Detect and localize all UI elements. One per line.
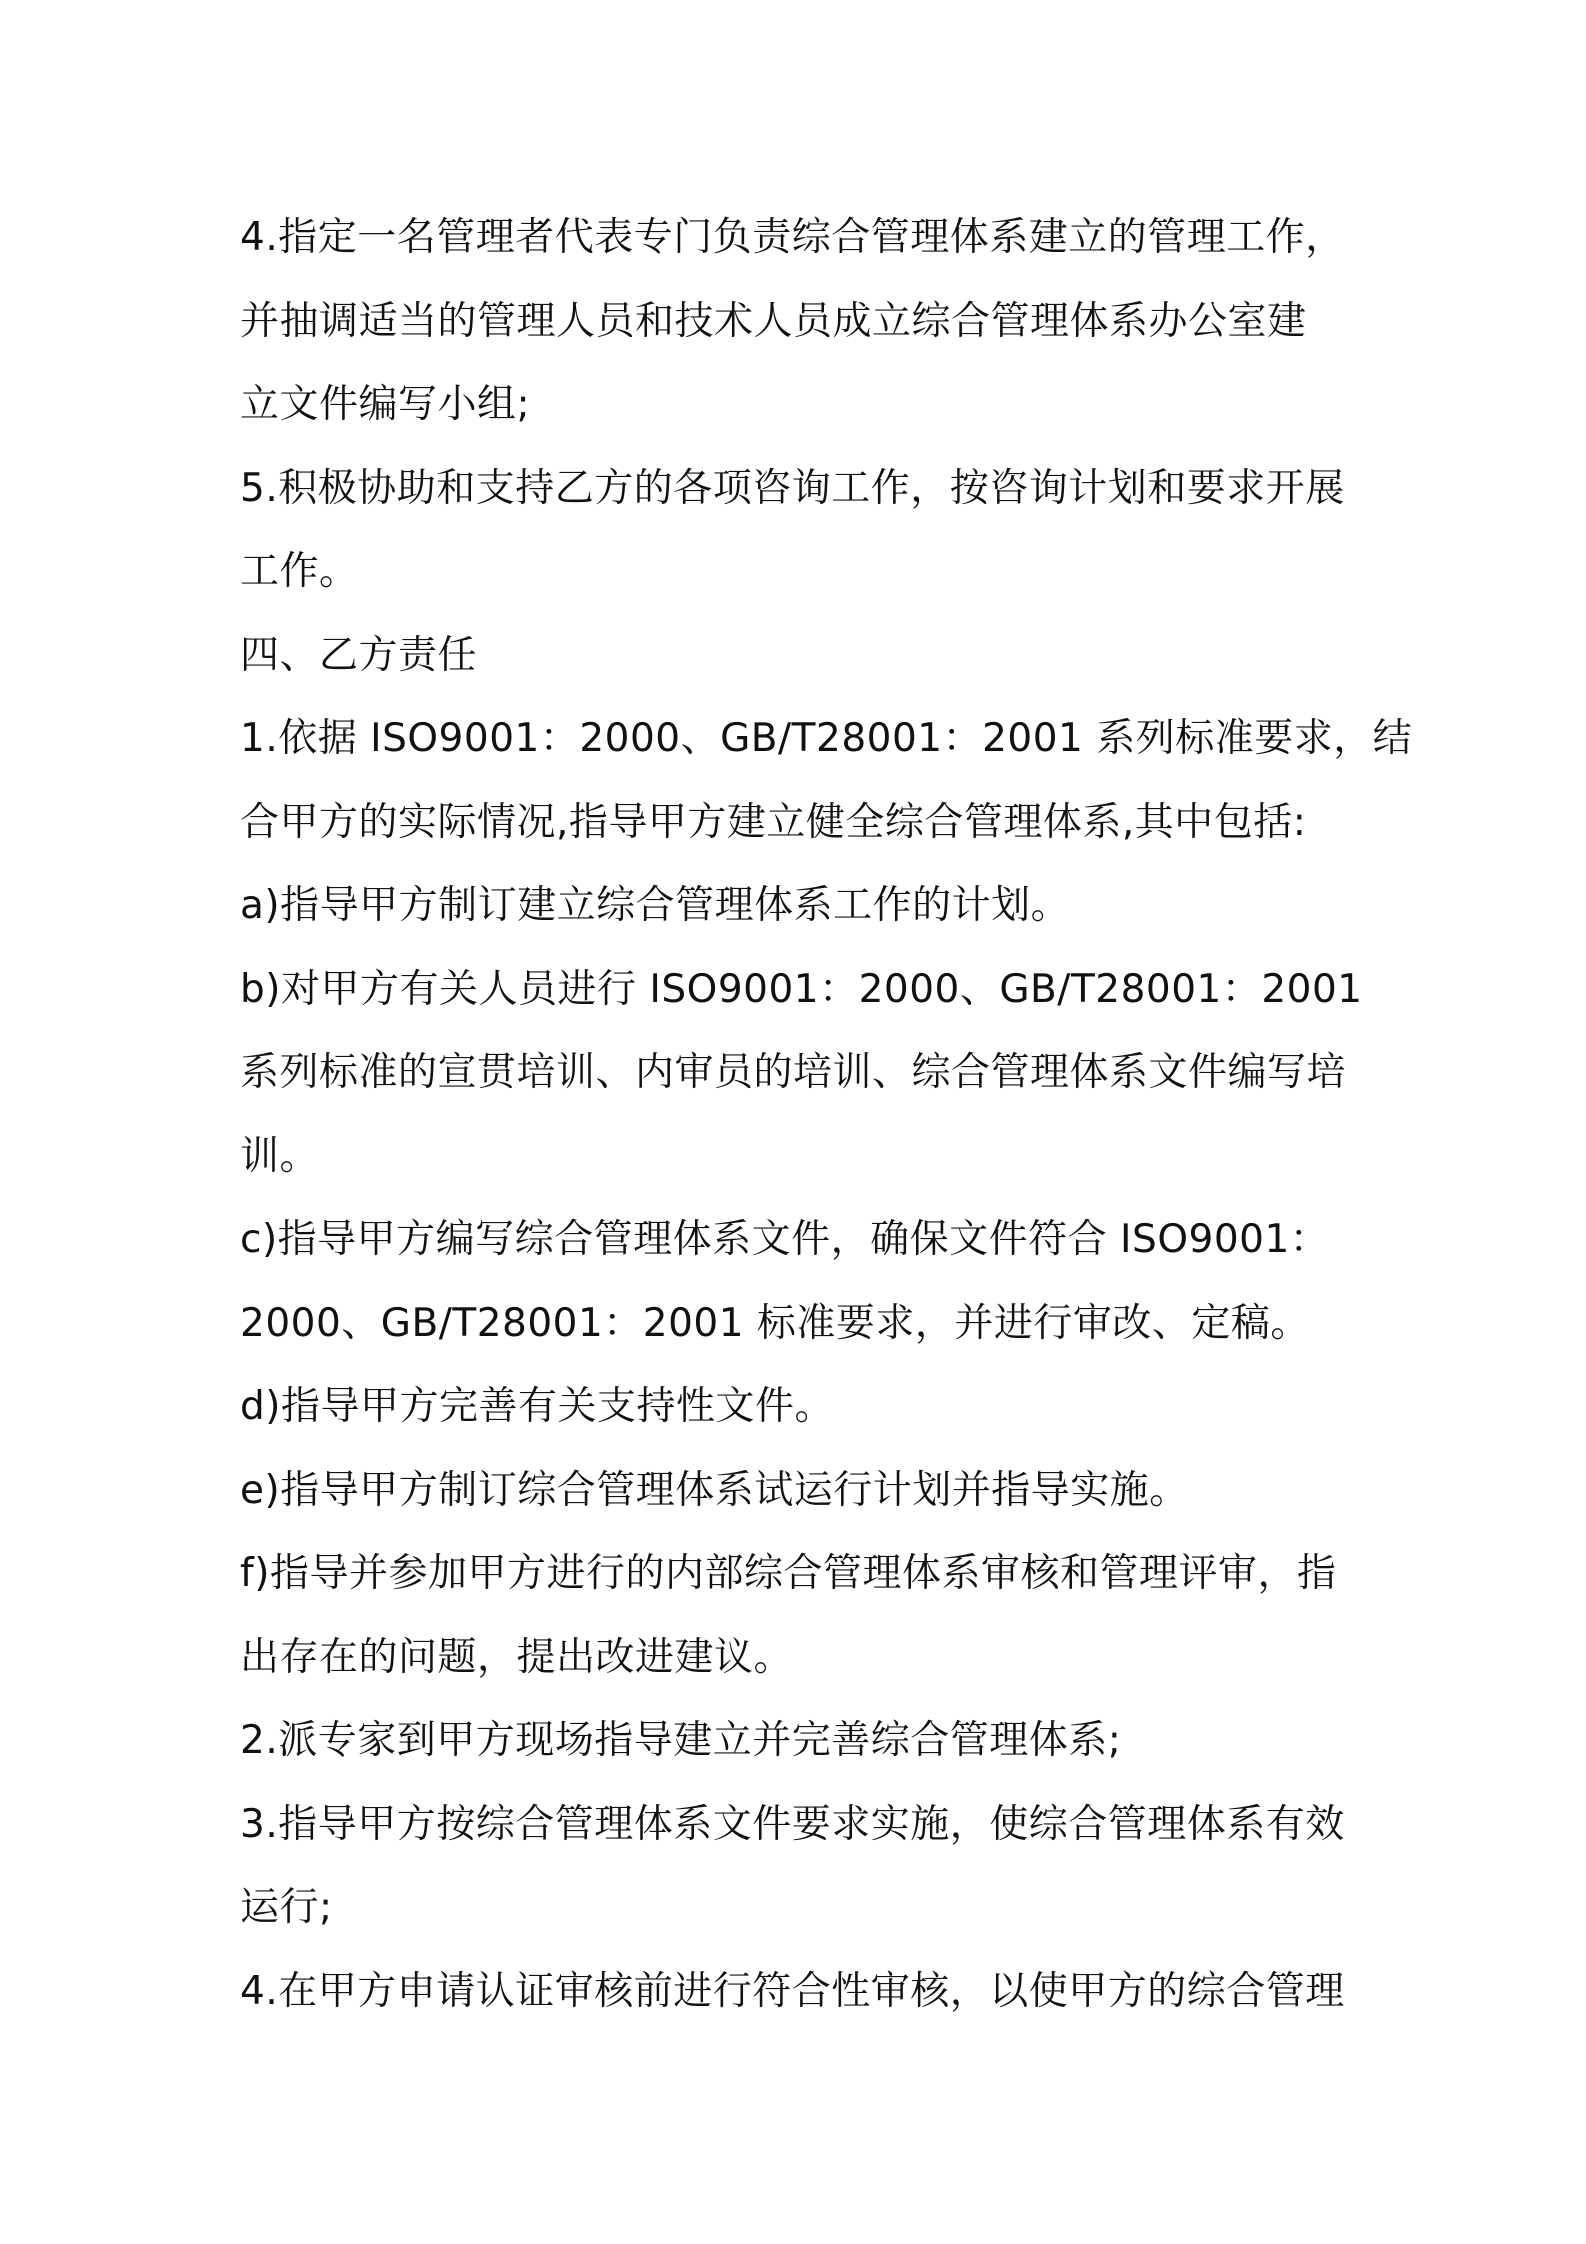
text-line: 工作。	[240, 549, 359, 594]
text-line: 4.指定一名管理者代表专门负责综合管理体系建立的管理工作，	[240, 215, 1345, 260]
text-line: f)指导并参加甲方进行的内部综合管理体系审核和管理评审，指	[240, 1551, 1337, 1596]
text-line: 2000、GB/T28001：2001 标准要求，并进行审改、定稿。	[240, 1300, 1310, 1346]
section-heading: 四、乙方责任	[240, 632, 478, 678]
text-line: 出存在的问题，提出改进建议。	[240, 1634, 794, 1680]
text-line: d)指导甲方完善有关支持性文件。	[240, 1384, 834, 1429]
text-line: 合甲方的实际情况,指导甲方建立健全综合管理体系,其中包括:	[240, 799, 1307, 845]
text-line: 1.依据 ISO9001：2000、GB/T28001：2001 系列标准要求，结	[240, 716, 1413, 761]
document-body	[240, 196, 1413, 2033]
text-line: 并抽调适当的管理人员和技术人员成立综合管理体系办公室建	[240, 298, 1307, 344]
text-line: 训。	[240, 1133, 320, 1179]
text-line: 运行;	[240, 1885, 333, 1930]
text-line: b)对甲方有关人员进行 ISO9001：2000、GB/T28001：2001	[240, 966, 1363, 1012]
text-line: 系列标准的宣贯培训、内审员的培训、综合管理体系文件编写培	[240, 1050, 1347, 1095]
text-line: 3.指导甲方按综合管理体系文件要求实施，使综合管理体系有效	[240, 1801, 1345, 1847]
text-line: 立文件编写小组;	[240, 382, 531, 427]
text-line: 5.积极协助和支持乙方的各项咨询工作，按咨询计划和要求开展	[240, 465, 1345, 511]
text-line: a)指导甲方制订建立综合管理体系工作的计划。	[240, 883, 1071, 928]
text-line: c)指导甲方编写综合管理体系文件，确保文件符合 ISO9001：	[240, 1217, 1330, 1262]
text-line: 4.在甲方申请认证审核前进行符合性审核，以使甲方的综合管理	[240, 1968, 1345, 2014]
text-line: 2.派专家到甲方现场指导建立并完善综合管理体系;	[240, 1718, 1122, 1763]
text-line: e)指导甲方制订综合管理体系试运行计划并指导实施。	[240, 1467, 1189, 1513]
